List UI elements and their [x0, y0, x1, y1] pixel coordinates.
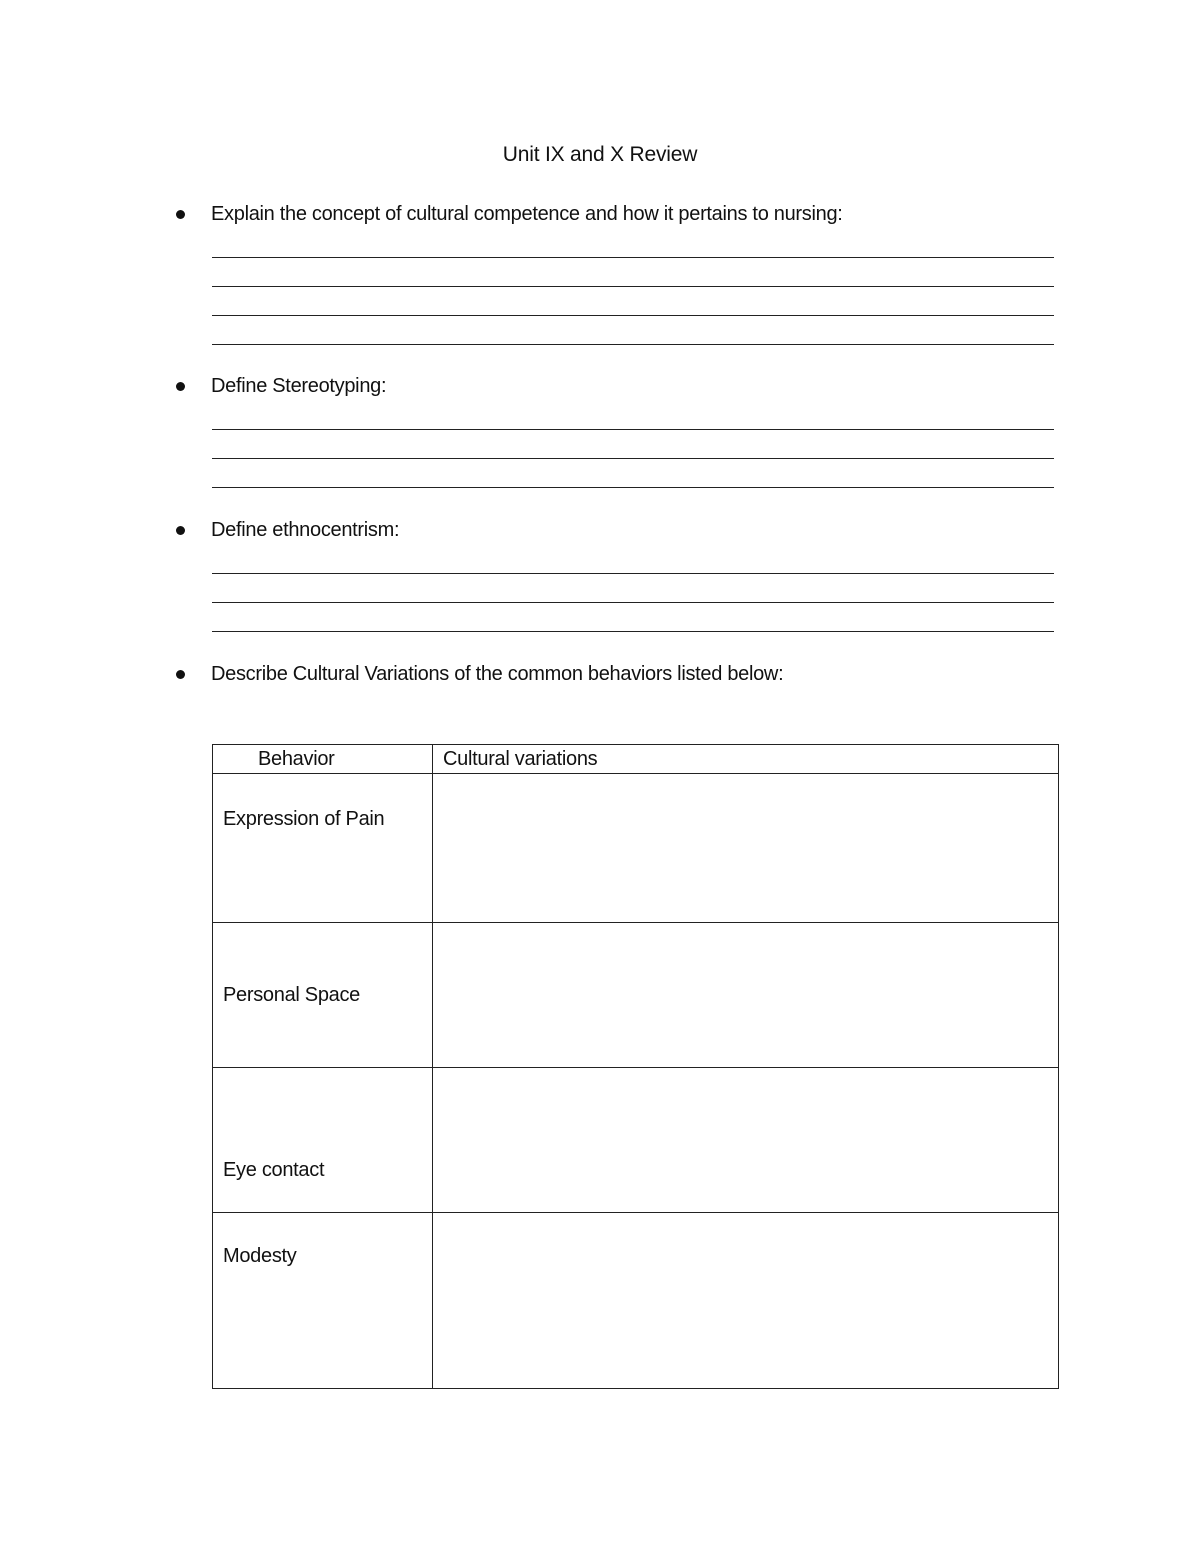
bullet-icon [176, 526, 185, 535]
table-row [213, 1068, 1059, 1213]
answer-line[interactable] [212, 401, 1054, 430]
answer-line[interactable] [212, 430, 1054, 459]
answer-line[interactable] [212, 229, 1054, 258]
answer-lines[interactable] [212, 401, 1054, 488]
question-cultural-competence [170, 199, 1060, 345]
variation-cell[interactable] [433, 774, 1059, 923]
answer-line[interactable] [212, 545, 1054, 574]
page-title: Unit IX and X Review [502, 143, 698, 166]
answer-line[interactable] [212, 316, 1054, 345]
answer-line[interactable] [212, 574, 1054, 603]
behavior-cell: Expression of Pain [213, 774, 433, 923]
bullet-icon [176, 670, 185, 679]
column-header-behavior: Behavior [213, 745, 433, 774]
question-text: Describe Cultural Variations of the common behaviors listed below: [211, 662, 784, 685]
table-header-row [213, 745, 1059, 774]
behavior-cell: Personal Space [213, 923, 433, 1068]
variation-cell[interactable] [433, 1213, 1059, 1389]
question-stereotyping [170, 371, 1060, 488]
table-row [213, 923, 1059, 1068]
table-row [213, 1213, 1059, 1389]
bullet-icon [176, 382, 185, 391]
variation-cell[interactable] [433, 1068, 1059, 1213]
question-text: Explain the concept of cultural competence and how it pertains to nursing: [211, 202, 843, 225]
answer-line[interactable] [212, 287, 1054, 316]
bullet-icon [176, 210, 185, 219]
answer-line[interactable] [212, 603, 1054, 632]
behavior-table [212, 744, 1059, 1389]
question-cultural-variations [170, 659, 1060, 689]
answer-lines[interactable] [212, 229, 1054, 345]
behavior-cell: Modesty [213, 1213, 433, 1389]
variation-cell[interactable] [433, 923, 1059, 1068]
question-ethnocentrism [170, 515, 1060, 632]
answer-lines[interactable] [212, 545, 1054, 632]
answer-line[interactable] [212, 459, 1054, 488]
question-text: Define Stereotyping: [211, 374, 387, 397]
table-row [213, 774, 1059, 923]
column-header-cultural-variations: Cultural variations [433, 745, 1059, 774]
question-text: Define ethnocentrism: [211, 518, 400, 541]
answer-line[interactable] [212, 258, 1054, 287]
behavior-cell: Eye contact [213, 1068, 433, 1213]
